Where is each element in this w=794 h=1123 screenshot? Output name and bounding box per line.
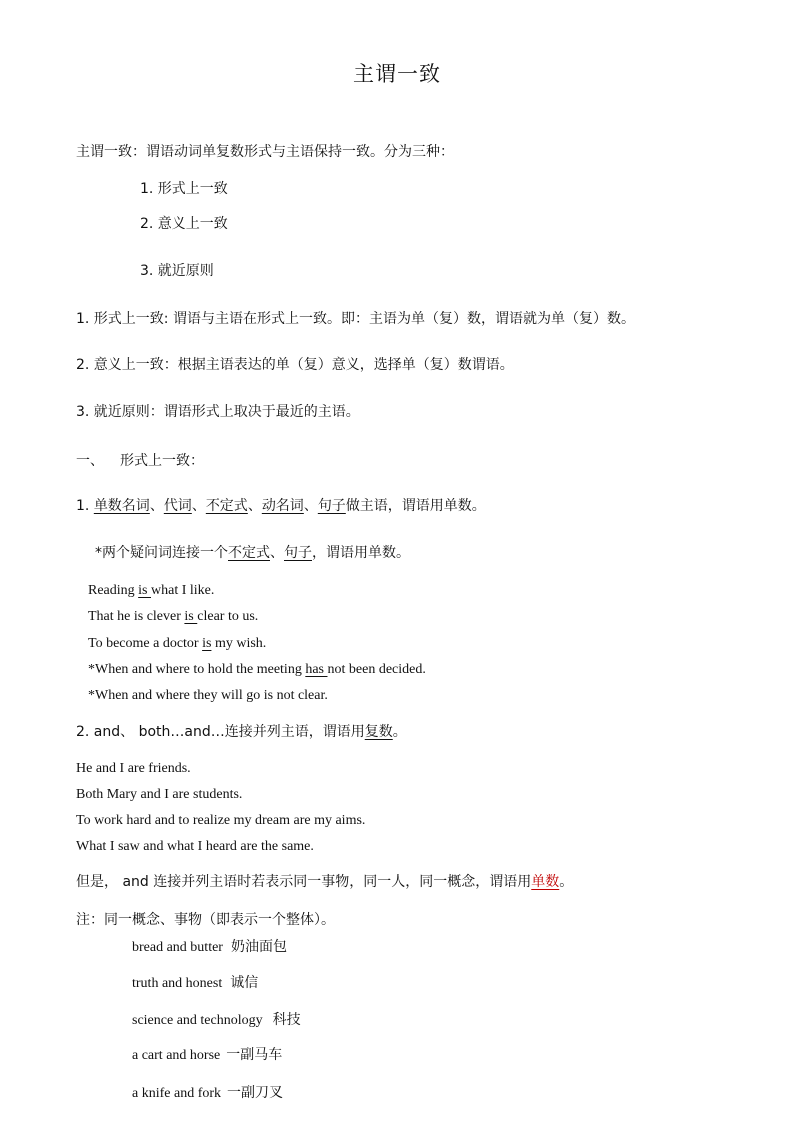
phrase-chinese: 奶油面包 — [230, 939, 287, 955]
underline-verb: has — [305, 662, 328, 677]
separator: 、 — [247, 498, 262, 514]
separator: 、 — [149, 498, 164, 514]
phrase-english: a knife and fork — [132, 1086, 222, 1101]
example-sentence: What I saw and what I heard are the same. — [76, 839, 314, 854]
example-sentence — [88, 582, 214, 600]
underline-term: 句子 — [317, 498, 346, 514]
note-1-suffix: ，谓语用单数。 — [312, 545, 410, 561]
phrase-english: science and technology — [132, 1013, 263, 1028]
phrase-english: truth and honest — [132, 976, 223, 991]
section-heading-number: 一、 — [76, 453, 104, 469]
underline-term: 不定式 — [228, 545, 270, 561]
underline-term: 不定式 — [205, 498, 248, 514]
example-text: clear to us. — [197, 609, 259, 624]
phrase-english: bread and butter — [132, 940, 223, 955]
example-text: what I like. — [151, 583, 215, 598]
underline-term: 动名词 — [261, 498, 304, 514]
example-sentence — [88, 635, 266, 653]
example-sentence: To work hard and to realize my dream are my aims. — [76, 813, 366, 828]
example-sentence — [88, 661, 426, 679]
phrase-item — [132, 1046, 282, 1065]
phrase-chinese: 科技 — [272, 1012, 301, 1028]
point-1 — [76, 497, 486, 515]
note-1 — [95, 544, 410, 562]
phrase-item — [132, 938, 287, 957]
rule-2-text: 2. 意义上一致：根据主语表达的单（复）意义，选择单（复）数谓语。 — [76, 357, 514, 373]
example-text: *When and where to hold the meeting — [88, 662, 306, 677]
point-1-prefix: 1. — [76, 498, 94, 514]
definition-text: 主谓一致：谓语动词单复数形式与主语保持一致。分为三种： — [76, 144, 454, 160]
but-note-end: 。 — [559, 874, 574, 890]
phrase-item — [132, 1011, 301, 1030]
phrase-chinese: 一副马车 — [226, 1047, 283, 1063]
example-text: *When and where they will go is not clear. — [88, 688, 328, 703]
example-text: not been decided. — [327, 662, 426, 677]
example-text: To become a doctor — [88, 636, 203, 651]
example-text: Reading — [88, 583, 139, 598]
phrase-english: a cart and horse — [132, 1048, 221, 1063]
point-1-suffix: 做主语，谓语用单数。 — [345, 498, 486, 514]
underline-verb: is — [184, 609, 198, 624]
section-heading — [76, 452, 204, 470]
underline-term: 句子 — [284, 545, 312, 561]
example-sentence — [88, 687, 328, 705]
phrase-chinese: 诚信 — [230, 975, 259, 991]
example-text: my wish. — [211, 636, 267, 651]
underline-verb: is — [202, 636, 212, 651]
point-2 — [76, 723, 407, 741]
type-item-2: 2. 意义上一致 — [140, 216, 228, 232]
section-heading-text: 形式上一致： — [120, 453, 204, 469]
example-sentence: He and I are friends. — [76, 761, 191, 776]
underline-term: 复数 — [364, 724, 393, 740]
phrase-item — [132, 974, 258, 993]
highlight-term: 单数 — [531, 874, 560, 890]
underline-term: 代词 — [163, 498, 192, 514]
type-item-3: 3. 就近原则 — [140, 263, 214, 279]
example-text: That he is clever — [88, 609, 185, 624]
point-2-end: 。 — [392, 724, 407, 740]
underline-verb: is — [138, 583, 151, 598]
separator: 、 — [270, 545, 284, 561]
phrase-item — [132, 1084, 283, 1103]
but-note — [76, 873, 573, 891]
separator: 、 — [303, 498, 318, 514]
example-sentence — [88, 608, 258, 626]
point-2-text: 2. and、 both…and…连接并列主语，谓语用 — [76, 724, 365, 740]
type-item-1: 1. 形式上一致 — [140, 181, 228, 197]
underline-term: 单数名词 — [93, 498, 150, 514]
but-note-text: 但是， and 连接并列主语时若表示同一事物，同一人，同一概念，谓语用 — [76, 874, 532, 890]
note-2: 注：同一概念、事物（即表示一个整体）。 — [76, 912, 335, 928]
rule-3-text: 3. 就近原则：谓语形式上取决于最近的主语。 — [76, 404, 360, 420]
example-sentence: Both Mary and I are students. — [76, 787, 243, 802]
note-1-prefix: *两个疑问词连接一个 — [95, 545, 228, 561]
page-title: 主谓一致 — [353, 62, 441, 86]
phrase-chinese: 一副刀叉 — [227, 1085, 284, 1101]
separator: 、 — [191, 498, 206, 514]
rule-1-text: 1. 形式上一致: 谓语与主语在形式上一致。即：主语为单（复）数，谓语就为单（复）数。 — [76, 311, 635, 327]
